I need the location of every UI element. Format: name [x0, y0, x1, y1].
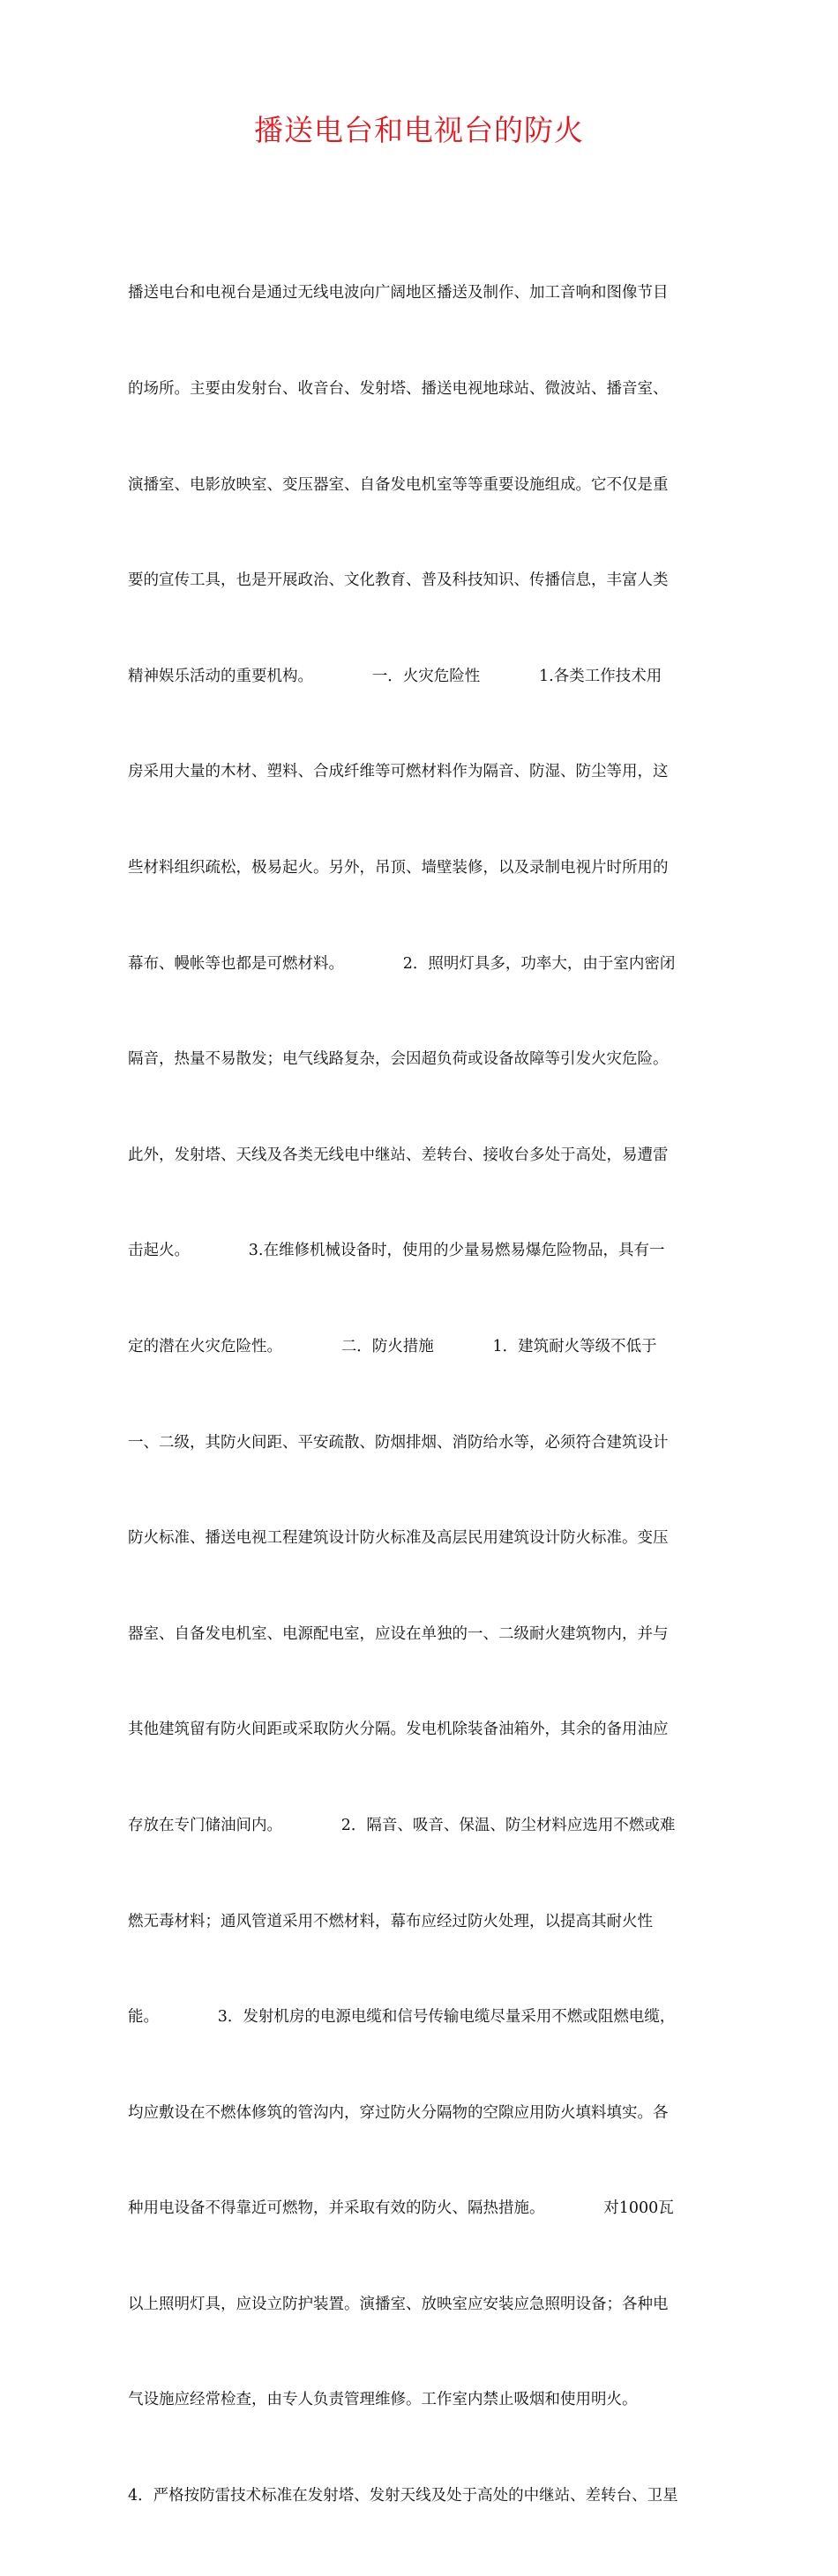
body-line-5: 精神娱乐活动的重要机构。 一．火灾危险性 1.各类工作技术用: [128, 667, 662, 685]
body-line-15: 器室、自备发电机室、电源配电室，应设在单独的一、二级耐火建筑物内，并与: [128, 1624, 669, 1643]
body-line-21: 种用电设备不得靠近可燃物，并采取有效的防火、隔热措施。 对1000瓦: [128, 2199, 674, 2218]
body-line-7: 些材料组织疏松，极易起火。另外，吊顶、墙壁装修，以及录制电视片时所用的: [128, 858, 669, 877]
document-title: 播送电台和电视台的防火: [254, 113, 584, 147]
body-line-12: 定的潜在火灾危险性。 二．防火措施 1．建筑耐火等级不低于: [128, 1337, 657, 1355]
body-line-9: 隔音，热量不易散发；电气线路复杂，会因超负荷或设备故障等引发火灾危险。: [128, 1050, 669, 1069]
body-line-8: 幕布、幔帐等也都是可燃材料。 2．照明灯具多，功率大，由于室内密闭: [128, 954, 676, 973]
body-line-20: 均应敷设在不燃体修筑的管沟内，穿过防火分隔物的空隙应用防火填料填实。各: [128, 2103, 669, 2122]
body-line-2: 的场所。主要由发射台、收音台、发射塔、播送电视地球站、微波站、播音室、: [128, 380, 669, 398]
body-line-10: 此外，发射塔、天线及各类无线电中继站、差转台、接收台多处于高处，易遭雷: [128, 1146, 669, 1164]
body-line-3: 演播室、电影放映室、变压器室、自备发电机室等等重要设施组成。它不仅是重: [128, 475, 669, 494]
body-line-18: 燃无毒材料；通风管道采用不燃材料，幕布应经过防火处理，以提高其耐火性: [128, 1912, 653, 1930]
body-line-6: 房采用大量的木材、塑料、合成纤维等可燃材料作为隔音、防湿、防尘等用，这: [128, 763, 669, 781]
body-line-24: 4．严格按防雷技术标准在发射塔、发射天线及处于高处的中继站、差转台、卫星: [128, 2487, 678, 2505]
body-line-1: 播送电台和电视台是通过无线电波向广阔地区播送及制作、加工音响和图像节目: [128, 284, 669, 302]
body-line-14: 防火标准、播送电视工程建筑设计防火标准及高层民用建筑设计防火标准。变压: [128, 1529, 669, 1548]
body-line-13: 一、二级，其防火间距、平安疏散、防烟排烟、消防给水等，必须符合建筑设计: [128, 1433, 669, 1452]
document-body: [128, 213, 710, 2576]
body-line-4: 要的宣传工具，也是开展政治、文化教育、普及科技知识、传播信息，丰富人类: [128, 571, 669, 590]
body-line-23: 气设施应经常检查，由专人负责管理维修。工作室内禁止吸烟和使用明火。: [128, 2391, 638, 2409]
body-line-19: 能。 3．发射机房的电源电缆和信号传输电缆尽量采用不燃或阻燃电缆，: [128, 2008, 676, 2027]
body-line-11: 击起火。 3.在维修机械设备时，使用的少量易燃易爆危险物品，具有一: [128, 1242, 665, 1260]
body-line-17: 存放在专门储油间内。 2．隔音、吸音、保温、防尘材料应选用不燃或难: [128, 1816, 676, 1834]
body-line-22: 以上照明灯具，应设立防护装置。演播室、放映室应安装应急照明设备；各种电: [128, 2295, 669, 2313]
body-line-16: 其他建筑留有防火间距或采取防火分隔。发电机除装备油箱外，其余的备用油应: [128, 1721, 669, 1739]
